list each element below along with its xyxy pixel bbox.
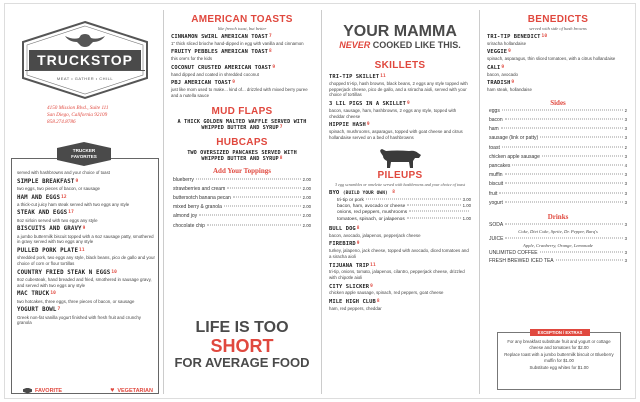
price-row [337, 216, 471, 223]
item-name: STEAK AND EGGS [17, 210, 68, 217]
item-heading [329, 299, 471, 306]
toppings-title: Add Your Toppings [213, 166, 271, 175]
item-price: 8 [356, 225, 360, 231]
exception-line: Substitute egg whites for $1.00 [529, 365, 589, 371]
item-name: SIMPLE BREAKFAST [17, 178, 75, 185]
byo-label: (BUILD YOUR OWN) [342, 190, 388, 196]
row-leader-dots [224, 206, 301, 207]
menu-item [329, 241, 471, 259]
toppings-list [167, 175, 317, 232]
item-name: CITY SLICKER [329, 283, 370, 290]
row-label: almond joy [173, 213, 198, 220]
item-description: a thick-cut juicy ham steak served with two eggs any style [17, 201, 130, 207]
menu-item [17, 270, 155, 289]
price-row [489, 258, 627, 266]
row-price: 3 [624, 221, 627, 227]
menu-item [487, 34, 629, 46]
column-skillets [325, 10, 475, 394]
price-row [337, 210, 471, 217]
menu-item [329, 284, 471, 296]
row-label: bacon [489, 117, 503, 124]
brand-name: TRUCKSTOP [37, 52, 133, 68]
price-row [489, 163, 627, 172]
column-divider-2 [321, 10, 322, 394]
brand-address [47, 105, 108, 126]
row-label: SODA [489, 221, 504, 228]
item-description: bacon, avocado, jalapenos, pepperjack cheese [329, 232, 421, 238]
item-heading [487, 65, 629, 72]
row-label: tomatoes, spinach, or jalapenos [337, 217, 405, 223]
row-label: chicken apple sausage [489, 153, 540, 160]
row-leader-dots [505, 174, 623, 175]
item-name: CINNAMON SWIRL AMERICAN TOAST [171, 34, 269, 40]
row-leader-dots [502, 109, 623, 110]
item-heading [171, 65, 313, 72]
item-description: 1" thick sliced brioche hand-dipped in egg with vanilla and cinnamon [171, 40, 304, 46]
exception-line: For any breakfast substitute fruit and yogurt or cottage cheese and tomatoes for $2.00 [507, 339, 611, 350]
item-price: 9 [501, 64, 505, 70]
item-description: tri-tip, onions, tomato, jalapenos, cilantro, pepperjack cheese, drizzled with chipotle aioli [329, 269, 465, 280]
row-price: 2.00 [302, 194, 311, 200]
menu-item [329, 226, 471, 238]
item-name: TRI-TIP SKILLET [329, 74, 380, 81]
item-price: 7 [57, 307, 61, 313]
byo-name: BYO [329, 189, 340, 196]
life-line-1: LIFE IS TOO [195, 319, 289, 336]
mud-flaps-desc-text: A THICK GOLDEN MALTED WAFFLE SERVED WITH WHIPPED BUTTER AND SYRUP [177, 118, 307, 132]
item-name: TIJUANA TRIP [329, 262, 370, 269]
row-price: 2.00 [302, 222, 311, 228]
item-name: HIPPIE HASH [329, 122, 366, 129]
row-label: sausage (link or patty) [489, 135, 539, 142]
row-label: toast [489, 144, 500, 151]
row-price: 2 [624, 107, 627, 113]
hubcaps-desc [167, 150, 317, 163]
column-divider-1 [163, 10, 164, 394]
item-heading [171, 80, 313, 87]
item-price: 9 [356, 241, 360, 247]
row-leader-dots [366, 198, 461, 199]
item-name: MILE HIGH CLUB [329, 299, 376, 306]
address-line-1: 4150 Mission Blvd., Suite 111 [47, 105, 109, 111]
price-row [489, 154, 627, 163]
pileup-items [329, 226, 471, 312]
row-label: UNLIMITED COFFEE [489, 249, 538, 256]
item-description: spinach, mushrooms, asparagus, topped with goat cheese and citrus hollandaise served on a bed of hashbrowns [329, 129, 463, 140]
row-leader-dots [501, 128, 623, 129]
benedicts-items [483, 34, 633, 93]
item-heading [17, 270, 155, 277]
row-label: JUICE [489, 235, 504, 242]
item-description: two hotcakes, three eggs, three pieces of bacon, or sausage [17, 298, 135, 304]
item-name: BISCUITS AND GRAVY [17, 226, 82, 233]
benedicts-title: BENEDICTS [527, 14, 589, 25]
legend-favorite-label: FAVORITE [35, 387, 63, 394]
row-leader-dots [233, 196, 301, 197]
item-price: 17 [68, 210, 74, 216]
row-leader-dots [505, 201, 623, 202]
item-price: 9 [272, 64, 276, 70]
item-description: bacon, avocado [487, 71, 519, 77]
american-toasts-title: AMERICAN TOASTS [191, 14, 293, 25]
legend [23, 387, 153, 394]
row-leader-dots [540, 251, 623, 252]
exception-line: Replace toast with a jumbo buttermilk biscuit or Blueberry muffin for $1.00 [504, 352, 614, 363]
pileups-subtitle: 3 egg scrambles or omelette served with hashbrowns and your choice of toast [334, 181, 466, 187]
skillets-items [325, 74, 475, 140]
price-row [173, 223, 311, 232]
row-leader-dots [540, 137, 622, 138]
menu-item [171, 80, 313, 98]
menu-item [171, 49, 313, 61]
item-heading [487, 49, 629, 56]
item-description: turkey, jalapeno, jack cheese, topped with avocado, diced tomatoes and a siracha aioli [329, 248, 469, 259]
brand-tagline: MEAT • GATHER • CHILL [56, 76, 114, 81]
item-heading [171, 34, 313, 41]
row-label: FRESH BREWED ICED TEA [489, 257, 554, 264]
favorites-list [17, 170, 155, 326]
menu-item [487, 49, 629, 61]
mamma-line-2 [325, 41, 475, 50]
row-price: 3 [624, 135, 627, 141]
item-heading [329, 284, 471, 291]
price-row [173, 213, 311, 222]
item-price: 11 [370, 262, 376, 268]
item-heading [17, 210, 155, 217]
row-label: onions, red peppers, mushrooms [337, 209, 408, 215]
item-heading [487, 34, 629, 41]
byo-heading [329, 190, 471, 197]
mud-flaps-desc [167, 119, 317, 132]
hubcaps-title: HUBCAPS [216, 136, 268, 148]
menu-item [487, 80, 629, 92]
column-toasts [167, 10, 317, 394]
badge-line-2: FAVORITES [71, 154, 97, 159]
item-heading [171, 49, 313, 56]
item-name: PULLED PORK PLATE [17, 248, 79, 255]
mud-flaps-title: MUD FLAPS [211, 105, 273, 117]
row-price: 2.00 [302, 204, 311, 210]
row-price: 3 [624, 126, 627, 132]
item-description: shredded pork, two eggs any style, black beans, pico de gallo and your choice of corn or flour tortillas [17, 255, 155, 267]
item-description: chopped tri-tip, hash browns, black beans, 2 eggs any style topped with pepperjack cheese, pico de gallo, and a sriracha aioli, served with your choice of tortillas [329, 80, 468, 98]
item-name: VEGGIE [487, 49, 508, 56]
menu-item [17, 291, 155, 304]
price-row [173, 195, 311, 204]
item-price: 9 [75, 178, 79, 184]
phone-number: 858.274.8786 [47, 119, 76, 126]
pileups-title: PILEUPS [377, 169, 423, 181]
row-leader-dots [505, 223, 622, 224]
menu-item [487, 65, 629, 77]
hubcaps-price: 8 [279, 156, 283, 162]
item-heading [329, 263, 471, 270]
item-description: a jumbo buttermilk biscuit topped with a 6oz sausage patty, smothered in gravy served with two eggs any style [17, 233, 154, 245]
byo-options [329, 197, 471, 223]
price-row [173, 186, 311, 195]
row-price: 2.00 [302, 176, 311, 182]
item-price: 9 [232, 80, 236, 86]
item-name: MAC TRUCK [17, 291, 50, 298]
item-price: 10 [111, 269, 117, 275]
exceptions-lines [502, 339, 616, 371]
legend-vegetarian-label: VEGETARIAN [117, 387, 153, 394]
item-description: this one's for the kids [171, 56, 213, 62]
menu-item [329, 263, 471, 281]
price-row [489, 191, 627, 200]
row-label: biscuit [489, 181, 504, 188]
drinks-list [483, 221, 633, 266]
row-label: mixed berry & granola [173, 204, 222, 211]
item-description: Greek non-fat vanilla yogurt finished with fresh fruit and crunchy granola [17, 314, 141, 326]
row-price: 3 [624, 172, 627, 178]
menu-item [171, 34, 313, 46]
address-line-2: San Diego, California 92109 [47, 112, 108, 119]
row-leader-dots [542, 155, 623, 156]
menu-item [17, 226, 155, 245]
column-favorites [11, 10, 159, 394]
price-row [489, 172, 627, 181]
price-row [489, 117, 627, 126]
skillets-title: SKILLETS [374, 60, 426, 72]
row-price: 3 [624, 199, 627, 205]
price-row [173, 177, 311, 186]
sides-list [483, 107, 633, 209]
item-description: 8oz cubesteak, hand breaded and fried, smothered in sausage gravy, and served with two eggs any style [17, 277, 152, 288]
item-description: ham, red peppers, cheddar [329, 305, 382, 311]
badge-line-1: TRUCKER [72, 148, 96, 153]
row-leader-dots [409, 210, 469, 211]
price-row [337, 197, 471, 204]
item-price: 9 [508, 49, 511, 55]
row-leader-dots [512, 165, 622, 166]
menu-item [17, 210, 155, 223]
item-heading [17, 291, 155, 298]
row-label: tri-tip or pork [337, 197, 364, 203]
row-price: 3 [624, 257, 627, 263]
row-label: blueberry [173, 176, 194, 183]
price-row [489, 145, 627, 154]
item-heading [17, 226, 155, 233]
row-leader-dots [196, 178, 301, 179]
row-leader-dots [407, 218, 461, 219]
item-name: COUNTRY FRIED STEAK N EGGS [17, 269, 111, 276]
item-name: PBJ AMERICAN TOAST [171, 80, 232, 87]
price-row [337, 203, 471, 210]
item-heading [17, 307, 155, 314]
american-toasts-subtitle: like french toast, but better [217, 26, 267, 31]
exceptions-box [497, 332, 621, 390]
hubcaps-desc-text: TWO OVERSIZED PANCAKES SERVED WITH WHIPPED BUTTER AND SYRUP [187, 149, 297, 163]
row-description: Coke, Diet Coke, Sprite, Dr. Pepper, Barq's [518, 228, 598, 234]
row-label: pancakes [489, 163, 511, 169]
row-leader-dots [505, 183, 622, 184]
row-leader-dots [505, 119, 623, 120]
price-row [489, 181, 627, 190]
menu-item [171, 65, 313, 77]
item-description: hand dipped and coated in shredded coconut [171, 71, 259, 77]
item-heading [329, 226, 471, 233]
item-price: 9 [82, 226, 86, 232]
item-heading [487, 80, 629, 87]
item-description: ham steak, hollandaise [487, 87, 532, 93]
life-line-2: SHORT [210, 335, 274, 356]
menu-item [17, 248, 155, 267]
row-label: ham [489, 126, 499, 133]
item-name: FRUITY PEBBLES AMERICAN TOAST [171, 49, 269, 56]
row-price: 1.00 [462, 216, 471, 222]
item-price: 9 [366, 122, 370, 128]
row-description: Apple, Cranberry, Orange, Lemonade [523, 242, 593, 248]
item-description: two eggs, two pieces of bacon, or sausage [17, 185, 100, 191]
item-price: 9 [406, 101, 410, 107]
item-heading [329, 241, 471, 248]
favorites-badge [57, 142, 111, 166]
row-price: 3 [624, 190, 627, 196]
row-label: fruit [489, 190, 498, 197]
item-price: 12 [61, 194, 67, 200]
item-heading [17, 179, 155, 186]
row-label: eggs [489, 107, 500, 114]
byo-price: 8 [392, 189, 396, 195]
column-divider-3 [479, 10, 480, 394]
item-name: HAM AND EGGS [17, 194, 61, 201]
row-leader-dots [199, 215, 300, 216]
item-price: 10 [50, 291, 56, 297]
item-heading [329, 74, 471, 81]
menu-item [329, 299, 471, 311]
american-toasts-items [167, 34, 317, 99]
price-row [489, 108, 627, 117]
row-price: 3 [624, 249, 627, 255]
row-label: buttersotch banana pecan [173, 194, 231, 201]
pileups-list [325, 190, 475, 312]
row-price: 2.00 [302, 185, 311, 191]
cow-icon [325, 147, 475, 169]
row-price: 3.00 [462, 196, 471, 202]
menu-item [17, 179, 155, 192]
byo-item [329, 190, 471, 223]
menu-item [17, 195, 155, 208]
row-leader-dots [505, 237, 622, 238]
mamma-cooked: COOKED LIKE THIS. [372, 39, 461, 50]
row-price: 3 [624, 117, 627, 123]
item-price: 10 [541, 34, 548, 39]
row-label: chocolate chip [173, 222, 205, 229]
truckstop-logo [19, 20, 151, 100]
column-benedicts [483, 10, 633, 394]
row-price: 3 [624, 153, 627, 159]
row-price: 2 [624, 144, 627, 150]
row-price: 4 [624, 163, 627, 168]
item-name: BULL DOG [329, 225, 356, 232]
item-name: YOGURT BOWL [17, 307, 57, 314]
mamma-never: NEVER [339, 39, 371, 50]
item-heading [17, 195, 155, 202]
exceptions-title: EXCEPTION / EXTRAS [530, 329, 590, 336]
benedicts-subtitle: served with side of hash browns [529, 26, 587, 31]
item-heading [17, 248, 155, 255]
item-price: 11 [380, 74, 386, 80]
item-description: 8oz sirloin served with two eggs any style [17, 217, 98, 223]
item-price: 11 [79, 248, 85, 254]
life-line-3: FOR AVERAGE FOOD [174, 354, 310, 370]
row-leader-dots [556, 259, 623, 260]
menu-page [4, 3, 636, 399]
row-label: muffin [489, 172, 503, 179]
item-price: 8 [269, 49, 272, 55]
item-name: CALI [487, 64, 501, 71]
item-name: TRI-TIP BENEDICT [487, 34, 541, 40]
item-heading [329, 122, 471, 129]
legend-vegetarian [110, 387, 153, 394]
life-slogan [167, 320, 317, 369]
favorites-intro: served with hashbrowns and your choice of toast [17, 170, 110, 175]
item-name: FIREBIRD [329, 241, 356, 248]
item-description: just like mom used to make... kind of... drizzled with mixed berry puree and a nutella sauce [171, 87, 308, 98]
menu-item [329, 74, 471, 98]
row-price: 3 [624, 181, 627, 187]
item-description: sriracha hollandaise [487, 40, 527, 46]
menu-item [329, 101, 471, 119]
row-label: strawberries and cream [173, 185, 226, 192]
steer-icon [23, 388, 32, 394]
price-row [489, 126, 627, 135]
item-name: COCONUT CRUSTED AMERICAN TOAST [171, 64, 272, 71]
favorites-items [17, 179, 155, 327]
item-description: chicken apple sausage, spinach, red peppers, goat cheese [329, 290, 444, 296]
legend-favorite [23, 387, 62, 394]
row-label: yogurt [489, 199, 503, 206]
item-name: TRADISH [487, 80, 511, 87]
drinks-title: Drinks [547, 212, 569, 221]
mamma-slogan [325, 24, 475, 50]
sides-title: Sides [550, 98, 566, 107]
price-row [489, 200, 627, 209]
item-price: 9 [511, 80, 515, 86]
item-description: bacon, sausage, ham, hashbrowns, 2 eggs any style, topped with cheddar cheese [329, 107, 457, 119]
item-price: 8 [376, 299, 380, 305]
item-price: 9 [370, 283, 373, 289]
mud-flaps-price: 7 [279, 125, 283, 131]
item-description: spinach, asparagus, thin sliced tomatoes, with a citrus hollandaise [487, 56, 616, 62]
item-heading [329, 101, 471, 108]
row-leader-dots [207, 224, 301, 225]
row-leader-dots [227, 187, 300, 188]
item-name: 3 LIL PIGS IN A SKILLET [329, 101, 406, 108]
row-price: 3 [624, 235, 627, 241]
heart-icon: ♥ [110, 387, 115, 394]
price-row [489, 250, 627, 258]
row-label: bacon, ham, avocado or cheese [337, 204, 406, 210]
row-leader-dots [502, 146, 623, 147]
price-row [173, 204, 311, 213]
row-price: 1.00 [462, 203, 471, 209]
row-leader-dots [407, 205, 460, 206]
price-row [489, 135, 627, 144]
mamma-line-1: YOUR MAMMA [343, 23, 457, 40]
menu-item [17, 307, 155, 326]
menu-item [329, 122, 471, 140]
row-leader-dots [499, 192, 622, 193]
item-price: 7 [269, 34, 272, 39]
row-price: 2.00 [302, 213, 311, 219]
